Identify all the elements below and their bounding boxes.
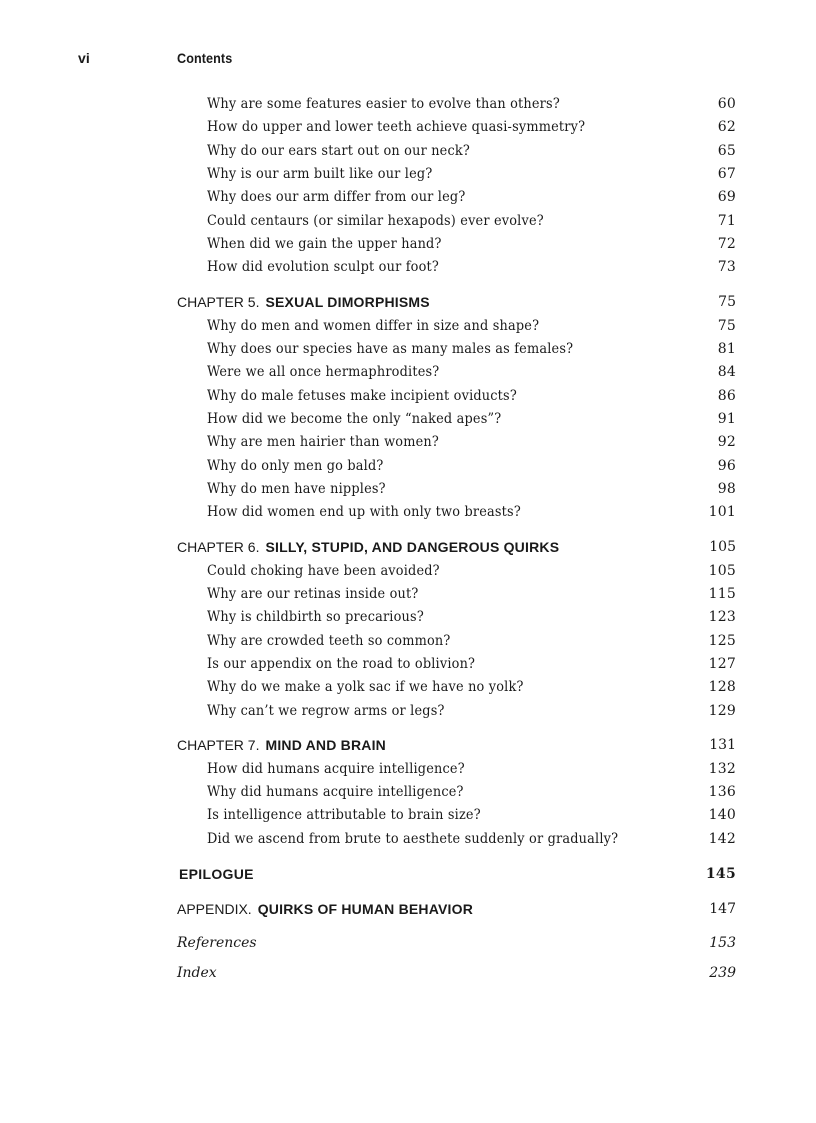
toc-entry bbox=[177, 781, 736, 804]
toc-entry bbox=[177, 186, 736, 209]
toc-entry-text: Why do men and women differ in size and shape? bbox=[207, 317, 540, 334]
toc-entry-text: How did evolution sculpt our foot? bbox=[207, 259, 439, 276]
toc-page-number: 86 bbox=[717, 387, 736, 404]
toc-page-number: 131 bbox=[709, 737, 736, 754]
back-matter-entry bbox=[177, 962, 736, 985]
toc-page-number: 132 bbox=[708, 760, 736, 777]
toc-page-number: 73 bbox=[717, 259, 736, 276]
chapter-prefix: CHAPTER 7. bbox=[177, 737, 260, 754]
toc-page-number: 123 bbox=[708, 609, 736, 626]
toc-page-number: 69 bbox=[717, 189, 736, 206]
toc-page-number: 145 bbox=[705, 865, 736, 882]
chapter-prefix: APPENDIX. bbox=[177, 900, 252, 917]
running-head bbox=[0, 48, 816, 68]
toc-entry-text: Were we all once hermaphrodites? bbox=[207, 364, 440, 381]
chapter-title: SILLY, STUPID, AND DANGEROUS QUIRKS bbox=[265, 539, 560, 556]
toc-entry bbox=[177, 408, 736, 431]
chapter-heading bbox=[177, 734, 736, 757]
toc-page-number: 72 bbox=[717, 236, 736, 253]
toc-entry-text: Why did humans acquire intelligence? bbox=[207, 784, 464, 801]
toc-entry bbox=[177, 758, 736, 781]
toc-entry bbox=[177, 676, 736, 699]
toc-entry-text: Why are men hairier than women? bbox=[207, 434, 439, 451]
epilogue-heading bbox=[177, 863, 736, 886]
back-matter-title: References bbox=[177, 935, 257, 952]
toc-page-number: 128 bbox=[708, 679, 736, 696]
toc-page-number: 239 bbox=[709, 964, 736, 981]
toc-entry bbox=[177, 385, 736, 408]
toc-page-number: 129 bbox=[708, 702, 736, 719]
toc-page-number: 75 bbox=[717, 317, 736, 334]
toc-entry-text: Why do only men go bald? bbox=[207, 457, 384, 474]
toc-entry bbox=[177, 501, 736, 524]
toc-entry bbox=[177, 93, 736, 116]
toc-entry-text: How did women end up with only two breasts? bbox=[207, 504, 521, 521]
toc-page-number: 60 bbox=[717, 96, 736, 112]
chapter-title: MIND AND BRAIN bbox=[265, 737, 386, 754]
toc-entry bbox=[177, 653, 736, 676]
toc-page-number: 65 bbox=[717, 142, 736, 159]
toc-entry-text: Why does our species have as many males as females? bbox=[207, 340, 574, 357]
toc-page-number: 140 bbox=[708, 807, 736, 824]
toc-page-number: 142 bbox=[708, 830, 736, 847]
toc-page-number: 115 bbox=[708, 585, 736, 602]
running-head-title: Contents bbox=[177, 50, 233, 66]
toc-entry bbox=[177, 828, 736, 851]
toc-entry bbox=[177, 210, 736, 233]
toc-entry-text: Is intelligence attributable to brain size? bbox=[207, 807, 481, 824]
toc-page-number: 84 bbox=[717, 364, 736, 381]
toc-page-number: 127 bbox=[708, 655, 736, 672]
toc-entry-text: How do upper and lower teeth achieve quasi-symmetry? bbox=[207, 119, 586, 136]
toc-entry-text: How did humans acquire intelligence? bbox=[207, 760, 465, 777]
toc-page-number: 75 bbox=[718, 294, 736, 311]
toc-entry-text: Why do our ears start out on our neck? bbox=[207, 142, 470, 159]
toc-entry-text: Why are some features easier to evolve than others? bbox=[207, 96, 560, 112]
toc-page-number: 105 bbox=[708, 562, 736, 579]
chapter-prefix: CHAPTER 5. bbox=[177, 294, 260, 311]
toc-page-number: 67 bbox=[717, 166, 736, 183]
toc-entry bbox=[177, 455, 736, 478]
toc-entry-text: Is our appendix on the road to oblivion? bbox=[207, 655, 476, 672]
toc-entry-text: Did we ascend from brute to aesthete suddenly or gradually? bbox=[207, 830, 619, 847]
toc-page-number: 98 bbox=[717, 481, 736, 497]
toc-page-number: 147 bbox=[709, 900, 736, 917]
page-folio: vi bbox=[78, 50, 90, 66]
back-matter-title: Index bbox=[177, 964, 217, 981]
toc-page-number: 96 bbox=[717, 457, 736, 474]
toc-entry bbox=[177, 560, 736, 583]
toc-entry-text: Why do we make a yolk sac if we have no yolk? bbox=[207, 679, 524, 696]
toc-page-number: 91 bbox=[717, 410, 736, 427]
toc-entry-text: Could centaurs (or similar hexapods) ever evolve? bbox=[207, 212, 544, 229]
toc-entry-text: Why is childbirth so precarious? bbox=[207, 609, 424, 626]
toc-entry bbox=[177, 361, 736, 384]
toc-page-number: 153 bbox=[709, 935, 736, 952]
chapter-prefix: CHAPTER 6. bbox=[177, 539, 260, 556]
toc-entry bbox=[177, 338, 736, 361]
toc-entry bbox=[177, 630, 736, 653]
toc-page-number: 101 bbox=[708, 504, 736, 521]
epilogue-title: EPILOGUE bbox=[179, 865, 254, 882]
toc-page-number: 125 bbox=[708, 632, 736, 649]
toc-page-number: 62 bbox=[717, 119, 736, 136]
toc-entry-text: Why is our arm built like our leg? bbox=[207, 166, 433, 183]
toc-page-number: 136 bbox=[708, 784, 736, 801]
toc-entry-text: When did we gain the upper hand? bbox=[207, 236, 442, 253]
chapter-title: QUIRKS OF HUMAN BEHAVIOR bbox=[257, 900, 474, 917]
toc-entry bbox=[177, 116, 736, 139]
toc-entry-text: Why do male fetuses make incipient oviducts? bbox=[207, 387, 517, 404]
toc-entry-text: Could choking have been avoided? bbox=[207, 562, 440, 579]
toc-page-number: 71 bbox=[717, 212, 736, 229]
toc-entry bbox=[177, 431, 736, 454]
toc-entry bbox=[177, 606, 736, 629]
toc-page-number: 81 bbox=[717, 340, 736, 357]
toc-entry bbox=[177, 315, 736, 338]
toc-entry bbox=[177, 804, 736, 827]
back-matter-entry bbox=[177, 932, 736, 955]
toc-entry bbox=[177, 163, 736, 186]
toc-entry-text: Why are crowded teeth so common? bbox=[207, 632, 451, 649]
toc-page-number: 105 bbox=[709, 539, 736, 556]
toc-entry bbox=[177, 256, 736, 279]
toc-page-number: 92 bbox=[717, 434, 736, 451]
toc-entry-text: Why are our retinas inside out? bbox=[207, 585, 419, 602]
chapter-heading bbox=[177, 291, 736, 314]
toc-entry-text: Why do men have nipples? bbox=[207, 481, 386, 497]
toc-entry bbox=[177, 140, 736, 163]
toc-entry bbox=[177, 478, 736, 501]
toc-entry-text: Why does our arm differ from our leg? bbox=[207, 189, 466, 206]
toc-entry bbox=[177, 700, 736, 723]
appendix-heading bbox=[177, 898, 736, 921]
toc-entry-text: Why can’t we regrow arms or legs? bbox=[207, 702, 445, 719]
chapter-heading bbox=[177, 536, 736, 559]
chapter-title: SEXUAL DIMORPHISMS bbox=[265, 294, 430, 311]
table-of-contents bbox=[177, 93, 736, 985]
toc-entry bbox=[177, 233, 736, 256]
toc-entry bbox=[177, 583, 736, 606]
toc-entry-text: How did we become the only “naked apes”? bbox=[207, 410, 502, 427]
